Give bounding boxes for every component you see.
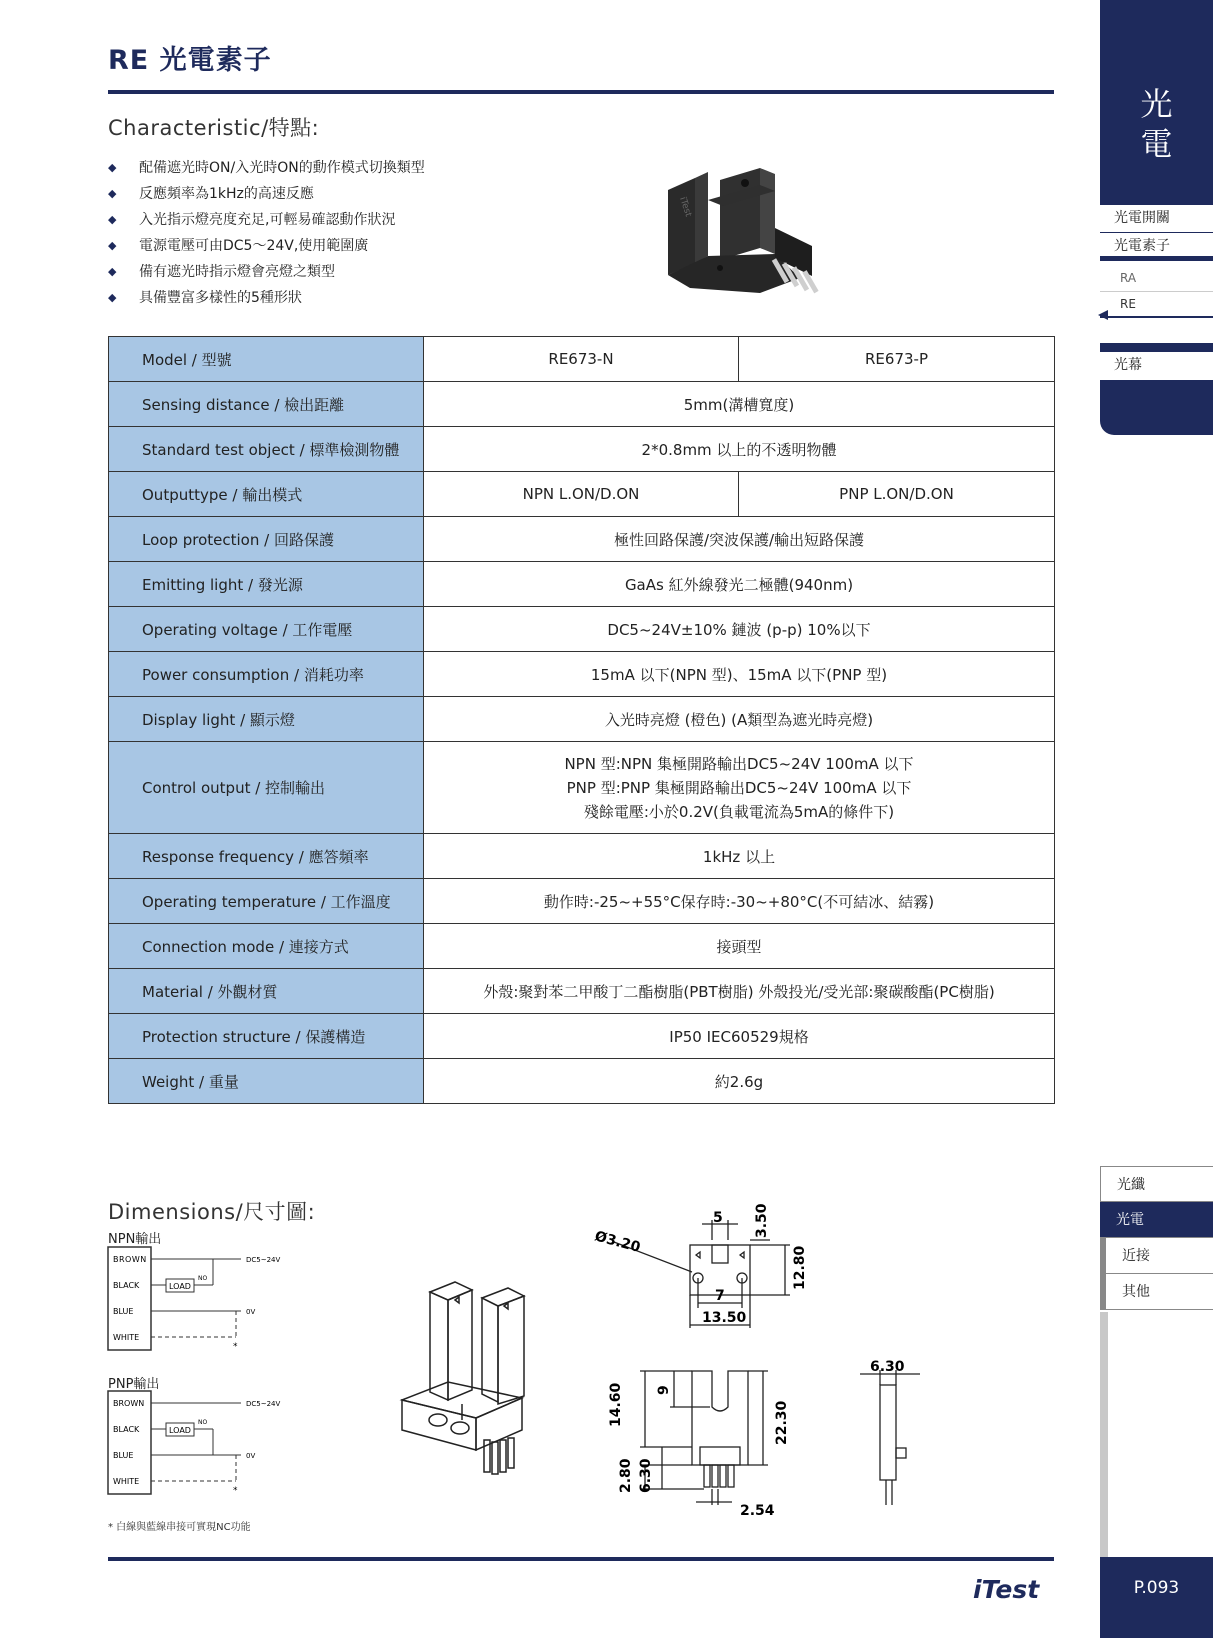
sidebar-tab-end (1100, 380, 1213, 435)
wire-label-black: BLACK (113, 1281, 140, 1290)
wire-label-blue: BLUE (113, 1307, 134, 1316)
star-label: * (233, 1342, 238, 1352)
feature-item: ◆ 具備豐富多樣性的5種形狀 (108, 290, 302, 306)
npn-wiring-diagram (106, 1244, 306, 1354)
isometric-drawing (400, 1270, 560, 1485)
spec-value: RE673-P (739, 337, 1055, 382)
zero-label: 0V (246, 1452, 256, 1460)
feature-list (108, 154, 425, 310)
spec-value: NPN L.ON/D.ON (424, 472, 739, 517)
table-row (109, 1059, 1055, 1104)
dim-2-80: 2.80 (618, 1458, 634, 1493)
spec-label: Standard test object / 標準檢測物體 (109, 427, 424, 472)
pnp-wiring-title: PNP輸出 (108, 1377, 160, 1392)
spec-value: 外殼:聚對苯二甲酸丁二酯樹脂(PBT樹脂) 外殼投光/受光部:聚碳酸酯(PC樹脂) (424, 969, 1055, 1014)
spec-value: GaAs 紅外線發光二極體(940nm) (424, 562, 1055, 607)
spec-value (424, 742, 1055, 834)
spec-value: PNP L.ON/D.ON (739, 472, 1055, 517)
dim-9: 9 (656, 1385, 672, 1395)
diamond-bullet-icon: ◆ (108, 186, 117, 200)
sidebar-subitem-ra[interactable]: RA (1100, 266, 1213, 292)
table-row (109, 472, 1055, 517)
spec-value: 2*0.8mm 以上的不透明物體 (424, 427, 1055, 472)
spec-value: 動作時:-25~+55°C保存時:-30~+80°C(不可結冰、結霧) (424, 879, 1055, 924)
wire-label-blue: BLUE (113, 1451, 134, 1460)
feature-item: ◆ 入光指示燈亮度充足,可輕易確認動作狀況 (108, 212, 396, 228)
spec-label: Response frequency / 應答頻率 (109, 834, 424, 879)
table-row (109, 1014, 1055, 1059)
supply-label: DC5~24V (246, 1400, 281, 1408)
table-row (109, 607, 1055, 652)
spec-label: Sensing distance / 檢出距離 (109, 382, 424, 427)
no-label: NO (198, 1275, 208, 1282)
feature-item: ◆ 配備遮光時ON/入光時ON的動作模式切換類型 (108, 160, 425, 176)
sidebar-strip (1100, 1312, 1213, 1557)
dimensions-heading: Dimensions/尺寸圖: (108, 1200, 316, 1224)
pnp-wiring-diagram (106, 1388, 306, 1498)
table-row (109, 427, 1055, 472)
brand-logo: iTest (973, 1575, 1040, 1604)
dim-2-54: 2.54 (740, 1503, 775, 1519)
spec-value: IP50 IEC60529規格 (424, 1014, 1055, 1059)
spec-value: 5mm(溝槽寬度) (424, 382, 1055, 427)
wiring-note: * 白線與藍線串接可實現NC功能 (108, 1522, 251, 1533)
dim-phi-3-20: Ø3.20 (592, 1228, 642, 1256)
wire-label-brown: BROWN (113, 1255, 147, 1264)
dim-6-30-top: 6.30 (870, 1359, 905, 1375)
category-fiber[interactable]: 光纖 (1100, 1166, 1213, 1202)
photo-marking: iTest (677, 195, 693, 219)
feature-item: ◆ 電源電壓可由DC5～24V,使用範圍廣 (108, 238, 369, 254)
spec-label: Loop protection / 回路保護 (109, 517, 424, 562)
dim-14-60: 14.60 (608, 1382, 624, 1427)
spec-label: Control output / 控制輸出 (109, 742, 424, 834)
spec-value: 入光時亮燈 (橙色) (A類型為遮光時亮燈) (424, 697, 1055, 742)
spec-label: Model / 型號 (109, 337, 424, 382)
top-view-dimension-drawing (592, 1203, 830, 1360)
sidebar-item-light-curtain[interactable]: 光幕 (1114, 357, 1142, 373)
dim-3-50: 3.50 (754, 1203, 770, 1238)
spec-label: Operating voltage / 工作電壓 (109, 607, 424, 652)
side-view-dimension-drawing (850, 1360, 930, 1510)
spec-label: Protection structure / 保護構造 (109, 1014, 424, 1059)
spec-value: 1kHz 以上 (424, 834, 1055, 879)
dim-7: 7 (715, 1288, 725, 1304)
supply-label: DC5~24V (246, 1256, 281, 1264)
table-row (109, 697, 1055, 742)
wire-label-brown: BROWN (113, 1399, 145, 1408)
table-row (109, 924, 1055, 969)
diamond-bullet-icon: ◆ (108, 264, 117, 278)
control-line: NPN 型:NPN 集極開路輸出DC5~24V 100mA 以下 (564, 754, 914, 773)
no-label: NO (198, 1419, 208, 1426)
wire-label-white: WHITE (113, 1333, 140, 1342)
dim-6-30: 6.30 (638, 1458, 654, 1493)
spec-value: 接頭型 (424, 924, 1055, 969)
sidebar-subitem-re[interactable]: RE (1100, 292, 1213, 318)
control-line: PNP 型:PNP 集極開路輸出DC5~24V 100mA 以下 (566, 778, 912, 797)
load-label: LOAD (169, 1282, 191, 1291)
category-proximity[interactable]: 近接 (1100, 1238, 1213, 1274)
table-row (109, 562, 1055, 607)
spec-label: Outputtype / 輸出模式 (109, 472, 424, 517)
sidebar-divider (1100, 343, 1213, 352)
spec-label: Weight / 重量 (109, 1059, 424, 1104)
dim-13-50: 13.50 (702, 1310, 747, 1326)
sidebar-title: 光 電 (1140, 85, 1173, 163)
table-row (109, 969, 1055, 1014)
spec-label: Connection mode / 連接方式 (109, 924, 424, 969)
spec-label: Power consumption / 消耗功率 (109, 652, 424, 697)
table-row (109, 879, 1055, 924)
page-number: P.093 (1133, 1578, 1180, 1598)
spec-table (108, 336, 1055, 1104)
spec-value: DC5~24V±10% 鏈波 (p-p) 10%以下 (424, 607, 1055, 652)
header-rule (108, 90, 1054, 94)
spec-label: Operating temperature / 工作溫度 (109, 879, 424, 924)
category-other[interactable]: 其他 (1100, 1274, 1213, 1310)
zero-label: 0V (246, 1308, 256, 1316)
wire-label-black: BLACK (113, 1425, 140, 1434)
diamond-bullet-icon: ◆ (108, 212, 117, 226)
spec-value: 約2.6g (424, 1059, 1055, 1104)
table-row (109, 337, 1055, 382)
load-label: LOAD (169, 1426, 191, 1435)
category-photoelectric[interactable]: 光電 (1100, 1202, 1213, 1238)
feature-item: ◆ 備有遮光時指示燈會亮燈之類型 (108, 264, 335, 280)
arrow-left-icon (1098, 310, 1112, 320)
spec-label: Material / 外觀材質 (109, 969, 424, 1014)
wire-label-white: WHITE (113, 1477, 140, 1486)
sidebar-item-photo-element[interactable]: 光電素子 (1100, 233, 1213, 261)
table-row (109, 517, 1055, 562)
page-title: RE 光電素子 (108, 45, 272, 76)
dim-5: 5 (713, 1210, 723, 1226)
product-photo (650, 128, 850, 303)
table-row (109, 652, 1055, 697)
spec-label: Emitting light / 發光源 (109, 562, 424, 607)
diamond-bullet-icon: ◆ (108, 238, 117, 252)
spec-value: 極性回路保護/突波保護/輸出短路保護 (424, 517, 1055, 562)
table-row (109, 742, 1055, 834)
spec-value: 15mA 以下(NPN 型)、15mA 以下(PNP 型) (424, 652, 1055, 697)
control-line: 殘餘電壓:小於0.2V(負載電流為5mA的條件下) (583, 802, 895, 821)
dim-22-30: 22.30 (774, 1400, 790, 1445)
footer-rule (108, 1557, 1054, 1561)
diamond-bullet-icon: ◆ (108, 160, 117, 174)
feature-item: ◆ 反應頻率為1kHz的高速反應 (108, 186, 314, 202)
table-row (109, 382, 1055, 427)
table-row (109, 834, 1055, 879)
star-label: * (233, 1486, 238, 1496)
dim-12-80: 12.80 (792, 1245, 808, 1290)
spec-value: RE673-N (424, 337, 739, 382)
npn-wiring-title: NPN輸出 (108, 1232, 162, 1247)
front-view-dimension-drawing (600, 1365, 830, 1519)
sidebar-item-photo-switch[interactable]: 光電開關 (1100, 205, 1213, 233)
diamond-bullet-icon: ◆ (108, 290, 117, 304)
characteristic-heading: Characteristic/特點: (108, 116, 320, 140)
spec-label: Display light / 顯示燈 (109, 697, 424, 742)
